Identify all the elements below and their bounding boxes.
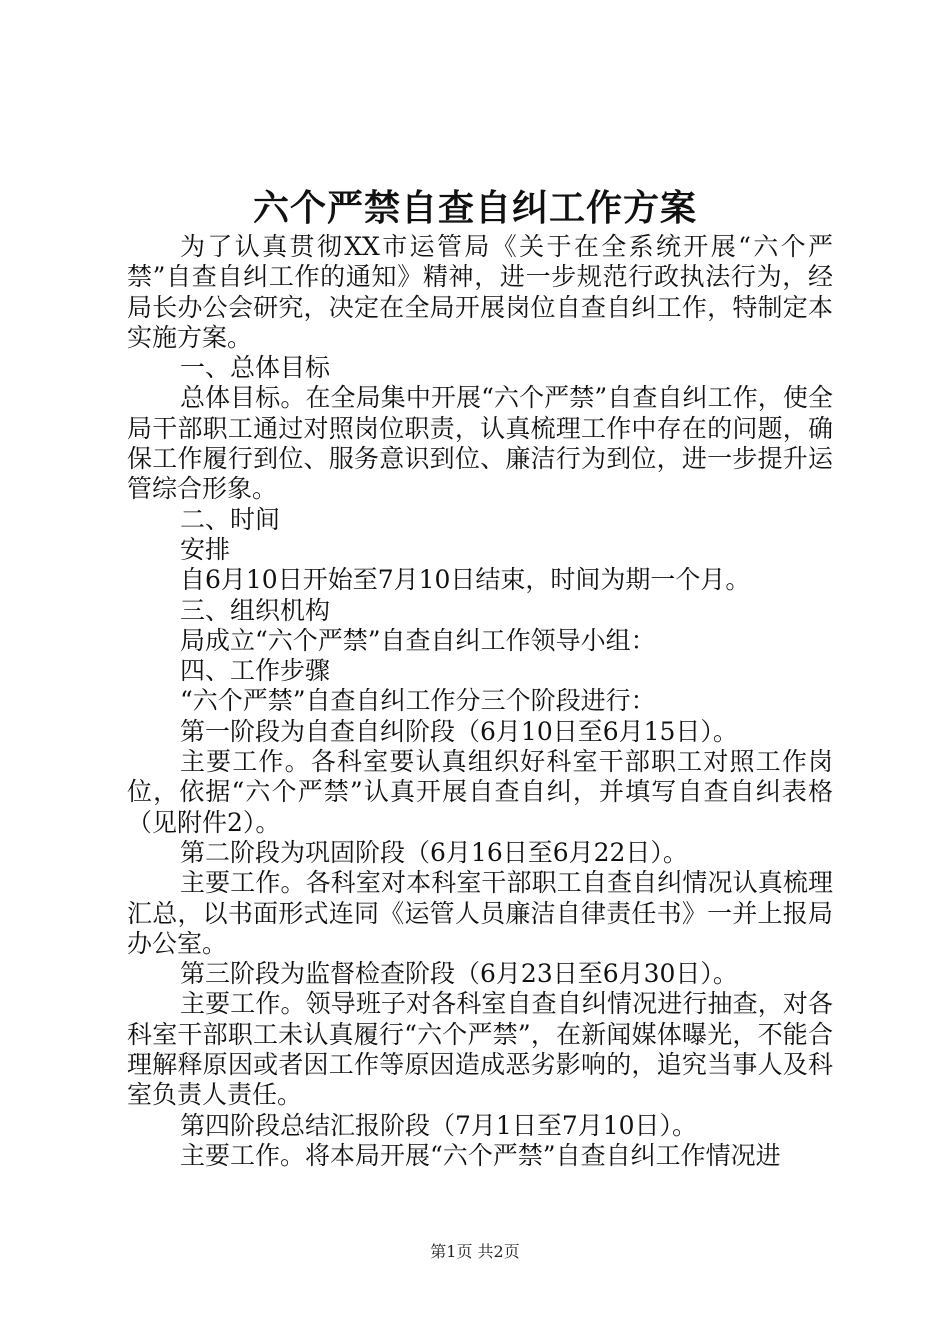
phase-four-paragraph: 主要工作。将本局开展“六个严禁”自查自纠工作情况进 xyxy=(180,1140,781,1170)
phase-two-paragraph: 主要工作。各科室对本科室干部职工自查自纠情况认真梳理汇总，以书面形式连同《运管人员廉洁自律责任书》一并上报局办公室。 xyxy=(127,868,833,958)
steps-intro-paragraph: “六个严禁”自查自纠工作分三个阶段进行： xyxy=(180,686,656,716)
organization-paragraph: 局成立“六个严禁”自查自纠工作领导小组： xyxy=(180,625,656,655)
section-heading-organization: 三、组织机构 xyxy=(180,595,331,625)
phase-three-heading: 第三阶段为监督检查阶段（6月23日至6月30日）。 xyxy=(180,959,738,989)
phase-one-paragraph: 主要工作。各科室要认真组织好科室干部职工对照工作岗位，依据“六个严禁”认真开展自查自纠，并填写自查自纠表格（见附件2）。 xyxy=(127,747,833,837)
section-heading-steps: 四、工作步骤 xyxy=(180,656,331,686)
phase-three-paragraph: 主要工作。领导班子对各科室自查自纠情况进行抽查，对各科室干部职工未认真履行“六个严禁”，在新闻媒体曝光，不能合理解释原因或者因工作等原因造成恶劣影响的，追究当事人及科室负责人责任。 xyxy=(127,989,833,1110)
document-title: 六个严禁自查自纠工作方案 xyxy=(252,187,697,229)
intro-paragraph: 为了认真贯彻XX市运管局《关于在全系统开展“六个严禁”自查自纠工作的通知》精神，进一步规范行政执法行为，经局长办公会研究，决定在全局开展岗位自查自纠工作，特制定本实施方案。 xyxy=(127,232,833,352)
time-paragraph: 自6月10日开始至7月10日结束，时间为期一个月。 xyxy=(180,565,751,595)
phase-four-heading: 第四阶段总结汇报阶段（7月1日至7月10日）。 xyxy=(180,1110,698,1140)
phase-one-heading: 第一阶段为自查自纠阶段（6月10日至6月15日）。 xyxy=(180,716,738,746)
phase-two-heading: 第二阶段为巩固阶段（6月16日至6月22日）。 xyxy=(180,837,688,867)
section-heading-time: 二、时间 xyxy=(180,504,281,534)
section-heading-goals: 一、总体目标 xyxy=(180,353,331,383)
page-number-footer: 第1页 共2页 xyxy=(430,1242,520,1261)
goals-paragraph: 总体目标。在全局集中开展“六个严禁”自查自纠工作，使全局干部职工通过对照岗位职责，认真梳理工作中存在的问题，确保工作履行到位、服务意识到位、廉洁行为到位，进一步提升运管综合形象。 xyxy=(127,383,833,504)
section-heading-time-continued: 安排 xyxy=(180,534,231,564)
document-body xyxy=(127,232,833,1171)
